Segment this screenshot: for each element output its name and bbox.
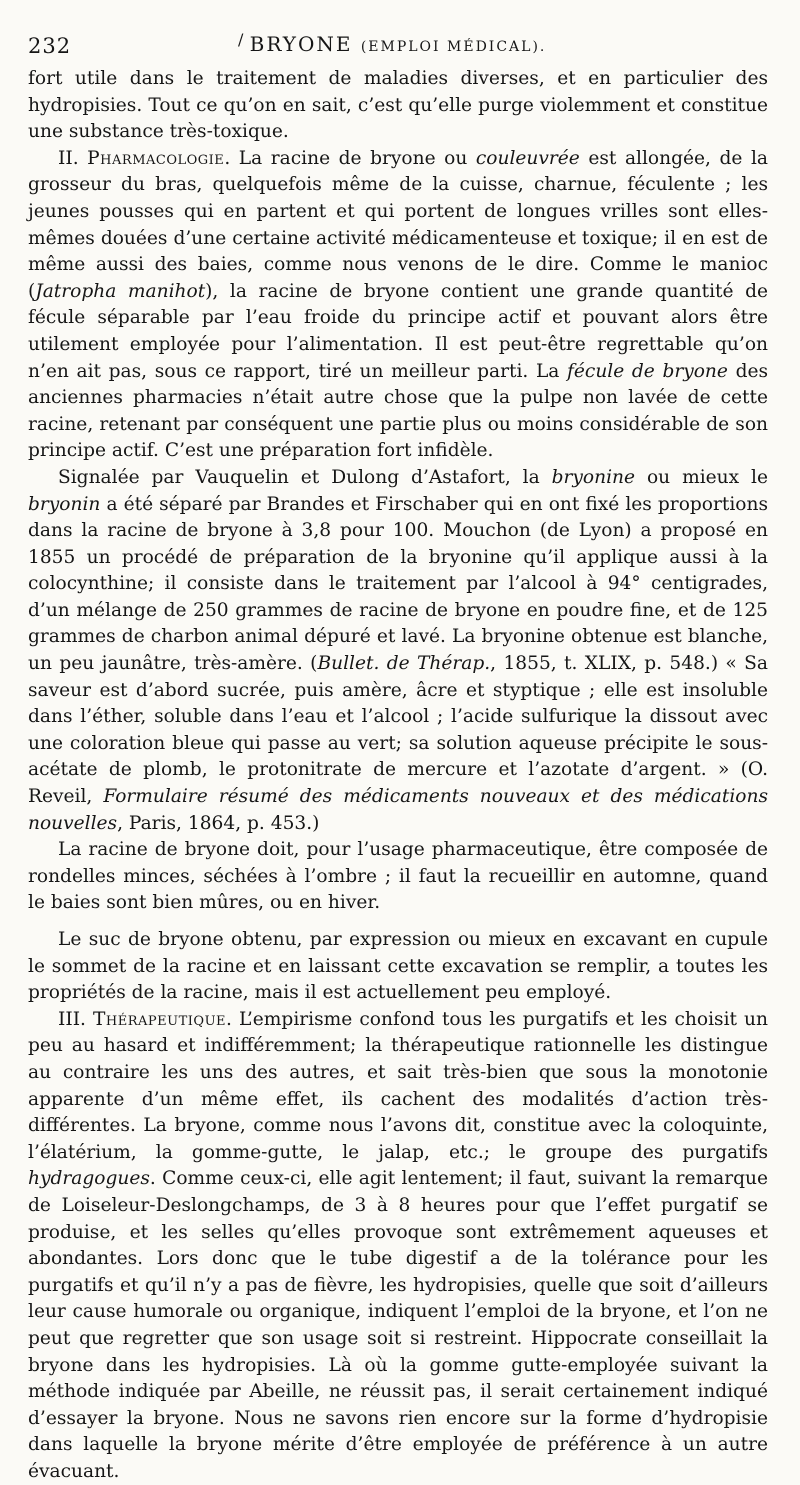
paragraph-text: . L’empirisme confond tous les purgatifs et les choisit un peu au hasard et indifféremment; la thérapeutique rationnelle les distingue au contraire les uns des autres, et sait très-bien que sous la monotonie apparente d’un même effet, ils cachent des modalités d’action très-différentes. La bryone, comme nous l’avons dit, constitue avec la coloquinte, l’élatérium, la gomme-gutte, le jalap, etc.; le groupe des purgatifs [28,1008,768,1163]
paragraph-text: III. [58,1008,94,1030]
paragraph-text: est allongée, de la grosseur du bras, quelquefois même de la cuisse, charnue, féculente ; les jeunes pousses qui en partent et qui portent de longues vrilles sont elles-mêmes douées d’une certaine activité médicamenteuse et toxique; il en est de même aussi des baies, comme nous venons de le dire. Comme le manioc ( [28,147,768,302]
paragraph-text: fort utile dans le traitement de maladies diverses, et en particulier des hydropisies. Tout ce qu’on en sait, c’est qu’elle purge violemment et constitue une substance très-toxique. [28,68,768,143]
pen-mark: / [238,30,245,49]
italic-text: fécule de bryone [567,360,728,382]
running-head [28,26,768,66]
paragraph [28,837,768,917]
body-text [28,66,768,1485]
running-title-sub: (EMPLOI MÉDICAL). [360,39,547,55]
section-heading: Pharmacologie [87,147,225,169]
paragraph [28,146,768,465]
italic-text: couleuvrée [475,147,580,169]
italic-text: bryonin [28,493,101,515]
paragraph-text: La racine de bryone doit, pour l’usage pharmaceutique, être composée de rondelles minces, séchées à l’ombre ; il faut la recueillir en automne, quand le baies sont bien mûres, ou en hiver. [28,839,768,914]
paragraph-text: Le suc de bryone obtenu, par expression ou mieux en excavant en cupule le sommet de la racine et en laissant cette excavation se remplir, a toutes les propriétés de la racine, mais il est actuellement peu employé. [28,929,768,1004]
italic-text: Formulaire résumé des médicaments nouveaux et des médications nouvelles [28,786,769,834]
paragraph-text: II. [58,147,88,169]
paragraph-text: Signalée par Vauquelin et Dulong d’Astafort, la [58,466,552,488]
page-number: 232 [28,34,72,58]
paragraph-text: , 1855, t. XLIX, p. 548.) « Sa saveur est d’abord sucrée, puis amère, âcre et styptique ; elle est insoluble dans l’éther, soluble dans l’eau et l’alcool ; l’acide sulfurique la dissout avec une coloration bleue qui passe au vert; sa solution aqueuse précipite le sous-acétate de plomb, le protonitrate de mercure et l’azotate d’argent. » (O. Reveil, [28,653,768,808]
paragraph-text: . Comme ceux-ci, elle agit lentement; il faut, suivant la remarque de Loiseleur-Deslongchamps, de 3 à 8 heures pour que l’effet purgatif se produise, et les selles qu’elles provoque sont extrêmement aqueuses et abondantes. Lors donc que le tube digestif a de la tolérance pour les purgatifs et qu’il n’y a pas de fièvre, les hydropisies, quelle que soit d’ailleurs leur cause humorale ou organique, indiquent l’emploi de la bryone, et l’on ne peut que regretter que son usage soit si restreint. Hippocrate conseillait la bryone dans les hydropisies. Là où la gomme gutte-employée suivant la méthode indiquée par Abeille, ne réussit pas, il serait certainement indiqué d’essayer la bryone. Nous ne savons rien encore sur la forme d’hydropisie dans laquelle la bryone mérite d’être employée de préférence à un autre évacuant. [28,1168,768,1482]
paragraph-text: . La racine de bryone ou [224,147,476,169]
paragraph [28,465,768,837]
paragraph [28,1007,768,1485]
italic-text: hydragogues [28,1168,150,1190]
italic-text: Jatropha manihot [35,280,206,302]
paragraph [28,927,768,1007]
running-title-main: BRYONE [249,32,353,56]
paragraph [28,66,768,146]
paragraph-text: ou mieux le [635,466,768,488]
section-heading: Thérapeutique [93,1008,227,1030]
paragraph-text: , Paris, 1864, p. 453.) [117,812,320,834]
running-title [28,32,768,56]
paragraph-text: ), la racine de bryone contient une grande quantité de fécule séparable par l’eau froide du principe actif et pouvant alors être utilement employée pour l’alimentation. Il est peut-être regrettable qu’on n’en ait pas, sous ce rapport, tiré un meilleur parti. La [28,280,769,382]
italic-text: bryonine [551,466,636,488]
paragraph-text: des anciennes pharmacies n’était autre chose que la pulpe non lavée de cette racine, retenant par conséquent une partie plus ou moins considérable de son principe actif. C’est une préparation fort infidèle. [28,360,769,462]
paragraph-text: a été séparé par Brandes et Firschaber qui en ont fixé les proportions dans la racine de bryone à 3,8 pour 100. Mouchon (de Lyon) a proposé en 1855 un procédé de préparation de la bryonine qu’il applique aussi à la colocynthine; il consiste dans le traitement par l’alcool à 94° centigrades, d’un mélange de 250 grammes de racine de bryone en poudre fine, et de 125 grammes de charbon animal dépuré et lavé. La bryonine obtenue est blanche, un peu jaunâtre, très-amère. ( [28,493,768,675]
italic-text: Bullet. de Thérap. [317,653,491,675]
